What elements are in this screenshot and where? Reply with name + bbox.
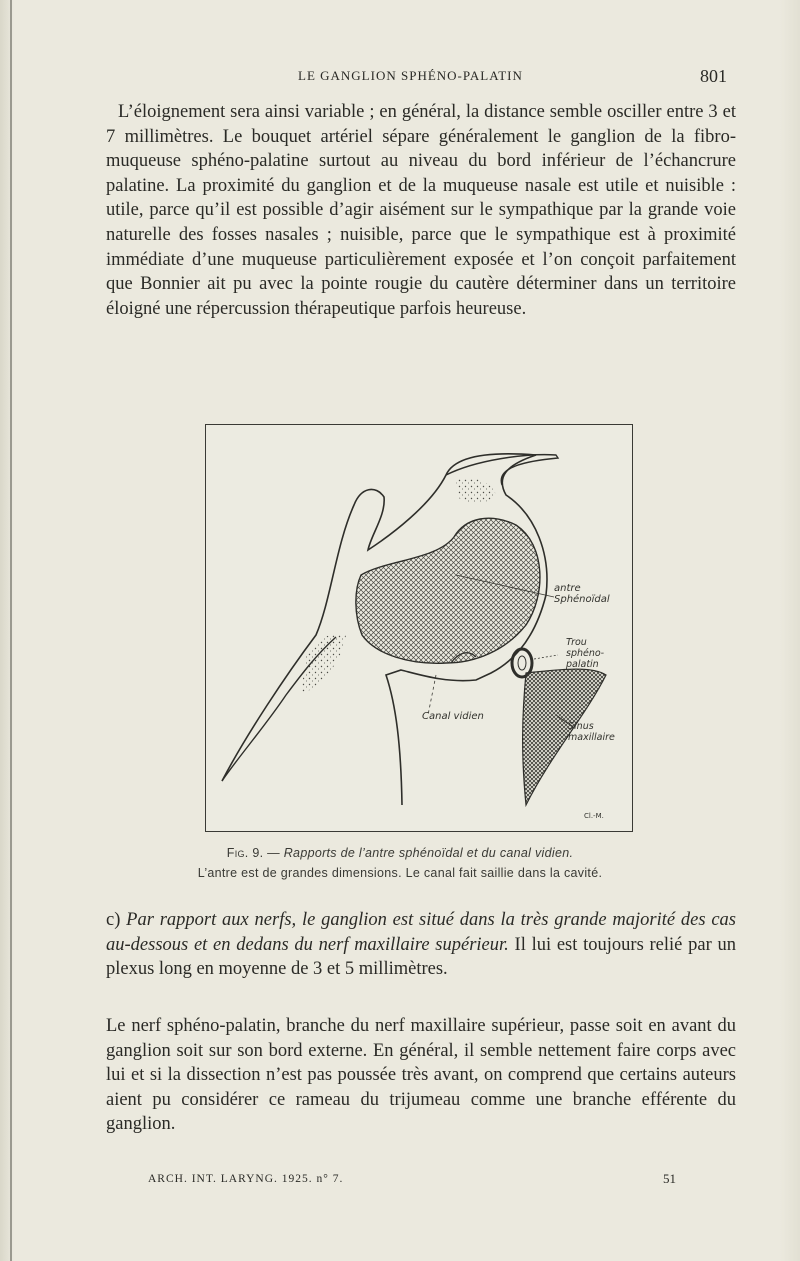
stipple-region-upper xyxy=(456,478,496,503)
paragraph-1: L’éloignement sera ainsi variable ; en général, la distance semble osciller entre 3 et 7 millimètres. Le bouquet artériel sépare généralement le ganglion de la fibro-muqueuse sphéno-palatine surtout au niveau du bord inférieur de l’échancrure palatine. La proximité du ganglion et de la muqueuse nasale est utile et nuisible : utile, parce qu’il est possible d’agir aisément sur le sympathique par la grande voie naturelle des fosses nasales ; nuisible, parce que le sympathique est à proximité immédiate d’une muqueuse particulièrement exposée et l’on conçoit parfaitement que Bonnier ait pu avec la pointe rougie du cautère déterminer dans un territoire éloigné une répercussion thérapeutique parfois heureuse. xyxy=(106,102,736,319)
label-trou xyxy=(566,637,604,670)
paragraph-2-marker: c) xyxy=(106,910,121,930)
figure-number: Fig. 9. xyxy=(226,846,264,860)
label-sinus xyxy=(568,721,615,743)
figure-caption xyxy=(0,846,800,860)
label-trou-line1: Trou xyxy=(566,637,587,648)
label-canal-vidien: Canal vidien xyxy=(422,711,484,722)
caption-subtitle: L’antre est de grandes dimensions. Le canal fait saillie dans la cavité. xyxy=(197,866,603,880)
paragraph-2 xyxy=(106,908,736,982)
label-antre-line1: antre xyxy=(554,583,581,594)
label-sinus-line2: maxillaire xyxy=(568,732,615,743)
label-antre-line2: Sphénoïdal xyxy=(554,594,610,605)
label-trou-line3: palatin xyxy=(566,659,599,670)
label-trou-line2: sphéno- xyxy=(566,648,605,659)
page-number: 801 xyxy=(700,66,727,86)
figure-signature: Cl.-M. xyxy=(584,812,604,820)
running-head xyxy=(0,66,800,86)
paragraph-2-italic: Par rapport aux nerfs, le ganglion est situé dans la très grande majorité des cas au-dessous et en dedans du nerf maxillaire supérieur. xyxy=(106,910,736,955)
figure-drawing xyxy=(206,425,632,831)
anatomical-figure xyxy=(205,424,633,832)
caption-dash: — xyxy=(263,846,284,860)
caption-title: Rapports de l’antre sphénoïdal et du canal vidien. xyxy=(283,846,574,860)
paragraph-3: Le nerf sphéno-palatin, branche du nerf maxillaire supérieur, passe soit en avant du ganglion soit sur son bord externe. En général, il semble nettement faire corps avec lui et si la dissection n’est pas poussée très avant, on comprend que certains auteurs aient pu considérer ce rameau du trijumeau comme une branche efférente du ganglion. xyxy=(106,1016,736,1135)
running-title: LE GANGLION SPHÉNO-PALATIN xyxy=(298,68,523,83)
binding-edge xyxy=(10,0,12,1261)
paragraph-2-rest: Il lui est toujours relié par un plexus long en moyenne de 3 et 5 millimètres. xyxy=(106,934,736,980)
footer-journal: ARCH. INT. LARYNG. 1925. n° 7. xyxy=(148,1173,344,1185)
label-sinus-line1: Sinus xyxy=(568,721,594,732)
label-antre xyxy=(554,583,610,605)
stipple-region xyxy=(301,634,346,695)
footer-sheet-number: 51 xyxy=(663,1171,676,1186)
